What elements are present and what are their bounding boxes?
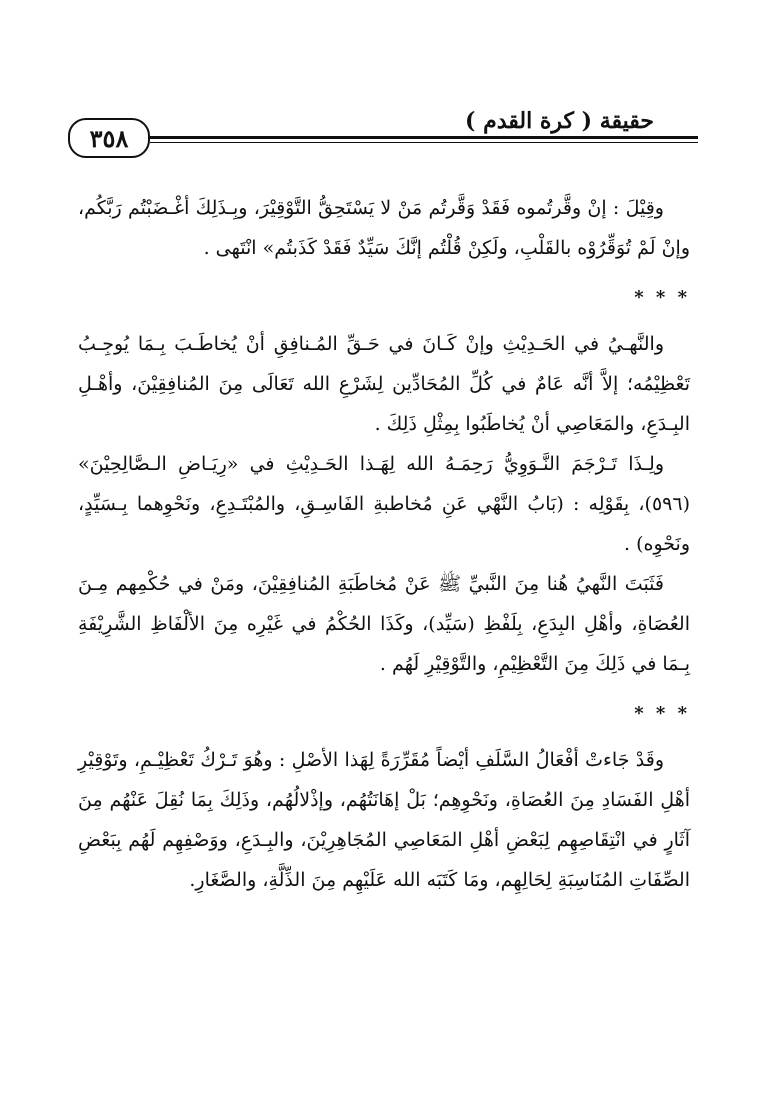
running-title: حقيقة ( كرة القدم ) [465,108,654,134]
paragraph-3: ولِـذَا تَـرْجَمَ النَّـوَوِيُّ رَحِمَـهُ الله لِهَـذا الحَـدِيْثِ في «رِيَـاضِ الـصَّالِحِيْنَ» (٥٩٦)، بِقَوْلِه : (بَابُ النَّهْي عَنِ مُخاطبةِ الفَاسِـقِ، والمُبْتَـدِعِ، ونَحْوِهما بِـسَيِّدٍ، ونَحْوِه) . [78,453,690,555]
paragraph-5: وقَدْ جَاءتْ أفْعَالُ السَّلَفِ أيْضاً مُقَرِّرَةً لِهَذا الأصْلِ : وهُوَ تَـرْكُ تَعْظِيْـمِ، وتَوْقِيْرِ أهْلِ الفَسَادِ مِنَ العُصَاةِ، ونَحْوِهِم؛ بَلْ إهَانَتُهُم، وإذْلالُهُم، وذَلِكَ بِمَا نُقِلَ عَنْهُم مِنَ آثَارٍ في انْتِقَاصِهِم لِبَعْضِ أهْلِ المَعَاصِي المُجَاهِرِيْنَ، والبِـدَعِ، ووَصْفِهِم لَهُم بِبَعْضِ الصِّفَاتِ المُنَاسِبَةِ لِحَالِهِم، ومَا كَتَبَه الله عَلَيْهِم مِنَ الذِّلَّةِ، والصَّغَارِ. [78,749,690,891]
header-rule-thin [150,142,698,143]
paragraph-1: وقِيْلَ : إنْ وقَّرتُموه فَقَدْ وَقَّرتُم مَنْ لا يَسْتَحِقُّ التَّوْقِيْرَ، وبِـذَلِكَ أغْـضَبْتُم رَبَّكُم، وإنْ لَمْ تُوَقِّرُوْه بالقَلْبِ، ولَكِنْ قُلْتُم إنَّكَ سَيِّدٌ فَقَدْ كَذَبتُم» انْتَهى . [78,197,690,259]
section-separator-1: * * * [634,287,690,308]
page-body [78,188,690,900]
paragraph-2: والنَّهـيُ في الحَـدِيْثِ وإنْ كَـانَ في حَـقِّ المُـنافِقِ أنْ يُخاطَـبَ بِـمَا يُوجِـبُ تَعْظِيْمُه؛ إلاَّ أنَّه عَامٌ في كُلِّ المُحَادِّين لِشَرْعِ الله تَعَالَى مِنَ المُنافِقِيْنَ، وأهْـلِ البِـدَعِ، والمَعَاصِي أنْ يُخاطَبُوا بِمِثْلِ ذَلِكَ . [78,333,690,435]
page-header [68,108,698,158]
page-number: ٣٥٨ [68,118,150,158]
paragraph-4: فَثَبَتَ النَّهيُ هُنا مِنَ النَّبيِّ ﷺ عَنْ مُخاطَبَةِ المُنافِقِيْنَ، ومَنْ في حُكْمِهم مِـنَ العُصَاةِ، وأهْلِ البِدَعِ، بِلَفْظِ (سَيِّد)، وكَذَا الحُكْمُ في غَيْرِه مِنَ الألْفَاظِ الشَّرِيْفَةِ بِـمَا في ذَلِكَ مِنَ التَّعْظِيْمِ، والتَّوْقِيْرِ لَهُم . [78,573,690,675]
section-separator-2: * * * [634,703,690,724]
header-rule-thick [150,136,698,139]
